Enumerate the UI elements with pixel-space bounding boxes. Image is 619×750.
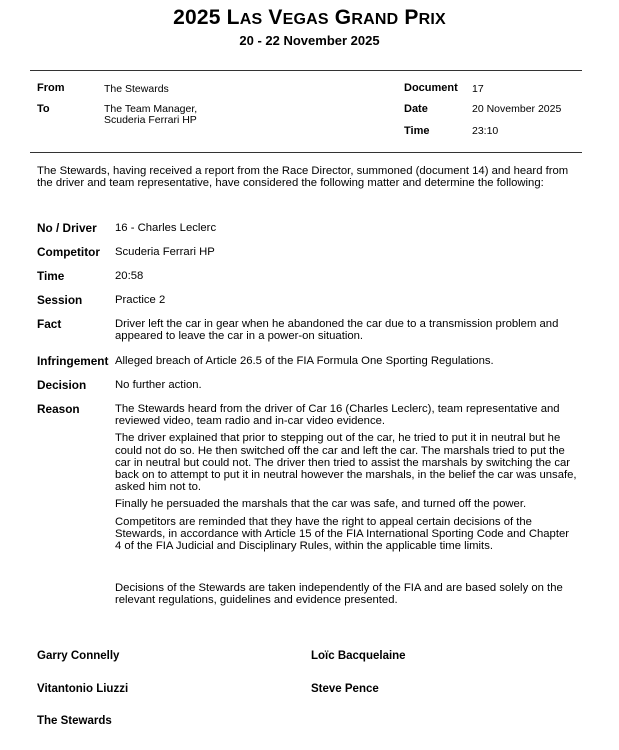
document-number: 17 — [472, 83, 484, 95]
document-title: 2025 LAS VEGAS GRAND PRIX — [173, 6, 446, 29]
date-value: 20 November 2025 — [472, 103, 562, 115]
header-divider-bottom — [30, 152, 582, 153]
document-label: Document — [404, 82, 458, 94]
from-label: From — [37, 82, 65, 94]
time-field-value: 20:58 — [115, 270, 144, 282]
infringement-label: Infringement — [37, 354, 109, 368]
time-label: Time — [404, 125, 430, 137]
reason-paragraph: The Stewards heard from the driver of Car 16 (Charles Leclerc), team representative and reviewed video, team radio and in-car video evidence. — [115, 403, 560, 428]
time-value: 23:10 — [472, 125, 499, 137]
stewards-footer: The Stewards — [37, 715, 112, 727]
driver-value: 16 - Charles Leclerc — [115, 222, 217, 234]
title-word: VEGAS — [268, 6, 329, 29]
steward-signature: Vitantonio Liuzzi — [37, 683, 129, 695]
time-field-label: Time — [37, 269, 65, 283]
session-label: Session — [37, 293, 83, 307]
steward-signature: Steve Pence — [311, 683, 379, 695]
infringement-value: Alleged breach of Article 26.5 of the FIA Formula One Sporting Regulations. — [115, 355, 494, 367]
to-value-line2: Scuderia Ferrari HP — [104, 114, 197, 126]
reason-text — [115, 403, 577, 557]
steward-signature: Garry Connelly — [37, 650, 120, 662]
competitor-value: Scuderia Ferrari HP — [115, 246, 215, 258]
competitor-label: Competitor — [37, 245, 100, 259]
steward-signature: Loïc Bacquelaine — [311, 650, 406, 662]
session-value: Practice 2 — [115, 294, 166, 306]
to-value-line1: The Team Manager, — [104, 103, 198, 115]
closing-note: Decisions of the Stewards are taken independently of the FIA and are based solely on the relevant regulations, guidelines and evidence presented. — [115, 582, 563, 607]
date-label: Date — [404, 103, 428, 115]
header-divider-top — [30, 70, 582, 71]
title-word: LAS — [226, 6, 263, 29]
fact-value: Driver left the car in gear when he abandoned the car due to a transmission problem and appeared to leave the car in a power-on situation. — [115, 318, 559, 343]
reason-paragraph: Finally he persuaded the marshals that the car was safe, and turned off the power. — [115, 498, 527, 511]
reason-paragraph: Competitors are reminded that they have the right to appeal certain decisions of the Stewards, in accordance with Article 15 of the FIA International Sporting Code and Chapter 4 of the FIA Judicial and Disciplinary Rules, within the applicable time limits. — [115, 515, 570, 553]
decision-label: Decision — [37, 378, 87, 392]
from-value: The Stewards — [104, 83, 169, 95]
driver-label: No / Driver — [37, 221, 97, 235]
reason-paragraph: The driver explained that prior to stepping out of the car, he tried to put it in neutral but he could not do so. He then switched off the car and left the car. The marshals tried to put the car in neutral but could not. The driver then tried to assist the marshals by switching the car back on to attempt to put it in neutral however the marshals, in the belief the car was unsafe, asked him not to. — [115, 432, 577, 494]
to-label: To — [37, 103, 50, 115]
title-word: GRAND — [334, 6, 399, 29]
reason-label: Reason — [37, 402, 80, 416]
fact-label: Fact — [37, 317, 62, 331]
title-word: PRIX — [404, 6, 446, 29]
event-dates: 20 - 22 November 2025 — [239, 33, 380, 48]
decision-value: No further action. — [115, 379, 202, 391]
intro-paragraph: The Stewards, having received a report from the Race Director, summoned (document 14) and heard from the driver and team representative, have considered the following matter and determine the following: — [37, 165, 569, 190]
